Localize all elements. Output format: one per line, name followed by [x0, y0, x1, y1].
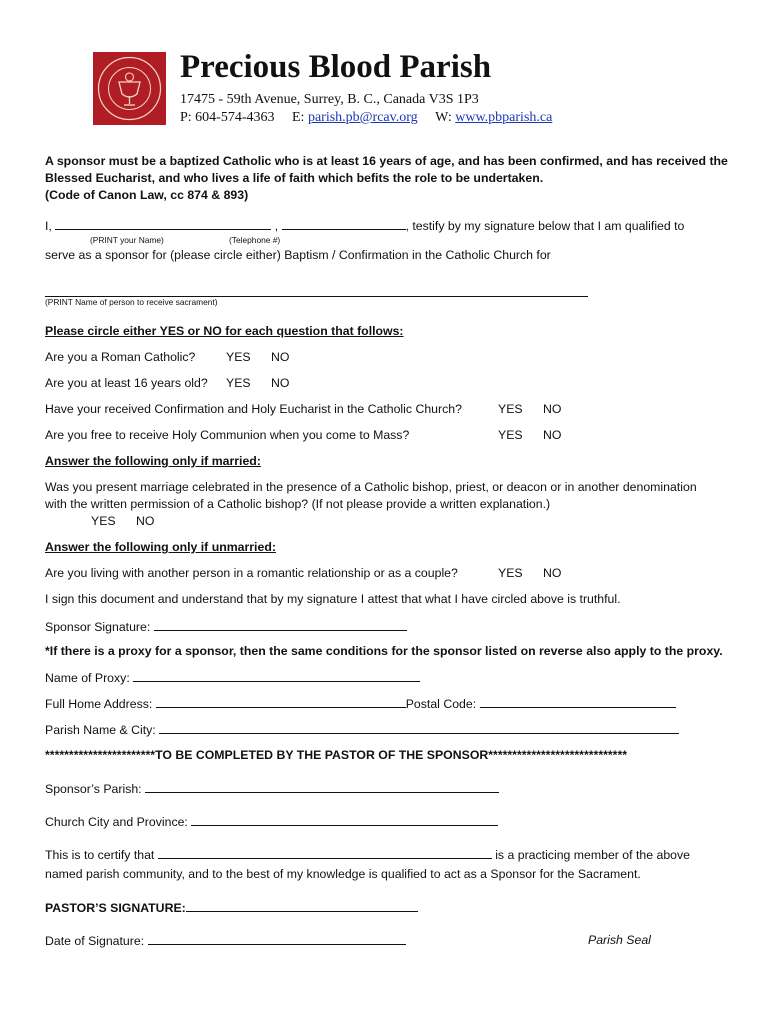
sponsor-parish-label: Sponsor’s Parish: [45, 782, 142, 796]
proxy-postal-label: Postal Code: [405, 697, 477, 711]
page-title: Precious Blood Parish [180, 49, 492, 85]
declaration-suffix: , testify by my signature below that I am qualified to [405, 219, 685, 233]
proxy-address-field[interactable] [156, 696, 406, 708]
sponsor-signature-label: Sponsor Signature: [45, 620, 151, 634]
church-city-row [45, 814, 498, 830]
church-city-label: Church City and Province: [45, 815, 188, 829]
website-link[interactable]: www.pbparish.ca [455, 110, 553, 125]
question-age: Are you at least 16 years old? [45, 376, 208, 390]
intro-line-2: Blessed Eucharist, and who lives a life of faith which befits the role to be undertaken. [45, 171, 544, 185]
unmarried-question: Are you living with another person in a romantic relationship or as a couple? [45, 566, 458, 580]
pastor-section-banner: ***********************TO BE COMPLETED BY THE PASTOR OF THE SPONSOR***************************** [45, 748, 628, 762]
signature-date-label: Date of Signature: [45, 934, 145, 948]
attestation-text: I sign this document and understand that by my signature I attest that what I have circled above is truthful. [45, 592, 621, 606]
contact-line [180, 110, 552, 126]
q1-no-option[interactable]: NO [271, 350, 290, 364]
q2-no-option[interactable]: NO [271, 376, 290, 390]
married-heading: Answer the following only if married: [45, 454, 261, 468]
recipient-hint: (PRINT Name of person to receive sacrament) [45, 297, 218, 307]
proxy-name-row [45, 670, 420, 686]
proxy-postal-field[interactable] [480, 696, 676, 708]
web-label: W: [435, 110, 452, 125]
q4-no-option[interactable]: NO [543, 428, 562, 442]
question-roman-catholic: Are you a Roman Catholic? [45, 350, 196, 364]
unmarried-no-option[interactable]: NO [543, 566, 562, 580]
declaration-prefix: I, [45, 219, 52, 233]
married-no-option[interactable]: NO [136, 514, 155, 528]
sponsor-signature-field[interactable] [154, 619, 407, 631]
proxy-parish-field[interactable] [159, 722, 679, 734]
pastor-signature-label: PASTOR’S SIGNATURE: [45, 901, 186, 915]
print-name-hint: (PRINT your Name) [90, 235, 164, 245]
declaration-line [45, 218, 684, 234]
print-name-field[interactable] [55, 218, 271, 230]
intro-line-3: (Code of Canon Law, cc 874 & 893) [45, 188, 249, 202]
question-confirmation: Have your received Confirmation and Holy Eucharist in the Catholic Church? [45, 402, 462, 416]
signature-date-row [45, 933, 406, 949]
q3-yes-option[interactable]: YES [498, 402, 523, 416]
unmarried-heading: Answer the following only if unmarried: [45, 540, 276, 554]
pastor-signature-row [45, 900, 418, 916]
recipient-name-field[interactable] [45, 284, 588, 297]
sponsor-signature-row [45, 619, 407, 635]
certify-line-2: named parish community, and to the best of my knowledge is qualified to act as a Sponsor for the Sacrament. [45, 867, 641, 881]
proxy-name-label: Name of Proxy: [45, 671, 130, 685]
q3-no-option[interactable]: NO [543, 402, 562, 416]
email-link[interactable]: parish.pb@rcav.org [307, 110, 418, 125]
proxy-address-label: Full Home Address: [45, 697, 153, 711]
pastor-signature-field[interactable] [186, 900, 418, 912]
phone-text: P: 604-574-4363 [180, 110, 275, 125]
intro-line-1: A sponsor must be a baptized Catholic who is at least 16 years of age, and has been confirmed, and has received the [45, 154, 728, 168]
questions-heading: Please circle either YES or NO for each question that follows: [45, 324, 404, 338]
signature-date-field[interactable] [148, 933, 406, 945]
q4-yes-option[interactable]: YES [498, 428, 523, 442]
proxy-address-row [45, 696, 676, 712]
declaration-comma: , [274, 219, 279, 233]
sponsor-parish-row [45, 781, 499, 797]
church-city-field[interactable] [191, 814, 498, 826]
email-label: E: [292, 110, 305, 125]
parish-logo [93, 52, 166, 125]
q2-yes-option[interactable]: YES [226, 376, 251, 390]
proxy-parish-row [45, 722, 679, 738]
unmarried-yes-option[interactable]: YES [498, 566, 523, 580]
married-question-line-2: with the written permission of a Catholic bishop? (If not please provide a written explanation.) [45, 497, 551, 511]
telephone-hint: (Telephone #) [229, 235, 281, 245]
parish-address: 17475 - 59th Avenue, Surrey, B. C., Canada V3S 1P3 [180, 92, 479, 107]
proxy-note: *If there is a proxy for a sponsor, then the same conditions for the sponsor listed on reverse also apply to the proxy. [45, 644, 723, 658]
q1-yes-option[interactable]: YES [226, 350, 251, 364]
certify-name-field[interactable] [158, 847, 492, 859]
proxy-parish-label: Parish Name & City: [45, 723, 156, 737]
married-question-line-1: Was you present marriage celebrated in the presence of a Catholic bishop, priest, or deacon or in another denomination [45, 480, 697, 494]
telephone-field[interactable] [282, 218, 406, 230]
married-yes-option[interactable]: YES [91, 514, 116, 528]
question-communion: Are you free to receive Holy Communion when you come to Mass? [45, 428, 410, 442]
certify-suffix: is a practicing member of the above [495, 848, 690, 862]
sponsor-parish-field[interactable] [145, 781, 499, 793]
certify-prefix: This is to certify that [45, 848, 155, 862]
proxy-name-field[interactable] [133, 670, 420, 682]
parish-seal-label: Parish Seal [588, 933, 651, 947]
declaration-line-2: serve as a sponsor for (please circle either) Baptism / Confirmation in the Catholic Church for [45, 248, 551, 262]
certify-row [45, 847, 690, 863]
